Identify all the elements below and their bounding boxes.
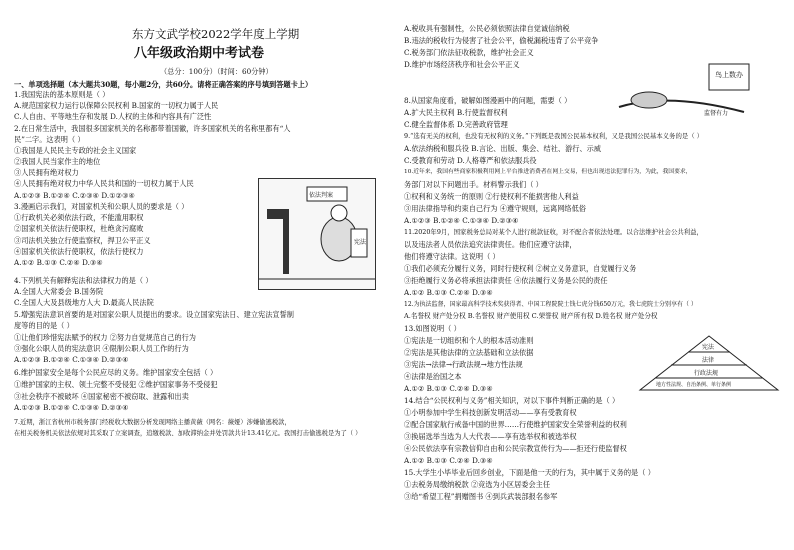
question-line: 10.近年来，我国有些商家积极利用网上平台推进消费者在网上交易，但也出现违法犯罪行为，为此，我国要求， [404, 169, 692, 175]
question-line: A.①② B.①③ C.②④ D.③④ [14, 258, 103, 267]
pyramid-level-1: 宪法 [702, 344, 715, 351]
question-line: A.扩大民主权利 B.行使监督权利 [404, 108, 508, 117]
question-line: 5.增强宪法意识首要的是对国家公职人员提出的要求。设立国家宪法日、建立宪法宣誓制 [14, 310, 294, 319]
question-line: 度等的目的是（ ） [14, 321, 74, 330]
question-line: ③司法机关独立行使监察权，捍卫公平正义 [14, 236, 151, 245]
legal-pyramid-figure [636, 334, 782, 392]
question-line: ①权利和义务统一的原则 ②行使权利不能损害他人利益 [404, 192, 579, 201]
question-line: ②国家机关依法行使职权，杜绝贪污腐败 [14, 224, 144, 233]
question-line: A.①②③ B.①②④ C.②③④ D.①②③④ [14, 191, 135, 200]
question-line: ①宪法是一切组织和个人的根本活动准则 [404, 336, 534, 345]
question-line: A.①② B.①③ C.②④ D.③④ [404, 456, 493, 465]
question-line: 9.“选有无关的权利，也没有无权利的义务。”下列既是我国公民基本权利，又是我国公民基本义务的是（ ） [404, 132, 704, 140]
score-time: （总分：100分）（时间：60分钟） [160, 67, 273, 76]
question-line: ③拒绝履行义务必将承担法律责任 ④依法履行义务是公民的责任 [404, 276, 608, 285]
question-line: ④公民依法享有宗教信仰自由和公民宗教宣传行为——拒还行使监督权 [404, 444, 627, 453]
question-line: ③给“希望工程”捐赠图书 ④到兵武装部报名参军 [404, 492, 558, 501]
question-line: ④国家机关依法行使职权，依法行使权力 [14, 247, 144, 256]
question-line: 以及违法者人员依法追究法律责任。他们应遵守法律， [404, 240, 577, 249]
question-line: ③人民拥有绝对权力 [14, 168, 79, 177]
question-line: C.税务部门依法征收税款，维护社会正义 [404, 48, 534, 57]
question-line: A.①② B.①③ C.②④ D.③④ [404, 288, 493, 297]
question-line: A.①②③ B.①②④ C.①③④ D.②③④ [14, 403, 129, 412]
question-line: C.健全监督体系 D.完善政府管理 [404, 120, 508, 129]
question-line: A.全国人大常委会 B.国务院 [14, 287, 104, 296]
question-line: 务部门对以下问题出手。材料警示我们（ ） [404, 180, 543, 189]
pyramid-level-3: 行政法规 [694, 370, 719, 377]
question-line: D.维护市场经济秩序和社会公平正义 [404, 60, 520, 69]
question-line: ②我国人民当家作主的地位 [14, 157, 101, 166]
question-line: ④法律是治国之本 [404, 372, 462, 381]
question-line: 在相关税务机关依法依规对其采取了立案调查，追缴税款、加收滞纳金并处罚款共计13.41亿元。我国打击偷逃税是为了（ ） [14, 430, 362, 437]
question-line: 6.维护国家安全是每个公民应尽的义务。维护国家安全包括（ ） [14, 368, 218, 377]
question-line: 4.下列机关有解释宪法和法律权力的是（ ） [14, 276, 153, 285]
question-line: C.受教育和劳动 D.人格尊严和依法服兵役 [404, 156, 537, 165]
question-line: 民”二字。这表明（ ） [14, 135, 85, 144]
question-line: ①小明参加中学生科技创新发明活动——享有受教育权 [404, 408, 577, 417]
question-line: ③宪法→法律→行政法规→地方性法规 [404, 360, 523, 369]
question-line: ③社会秩序不被破坏 ④国家秘密不被窃取、泄露和出卖 [14, 392, 189, 401]
question-line: ①行政机关必须依法行政，不能滥用职权 [14, 213, 144, 222]
question-line: 8.从国家角度看，破解如图漫画中的问题，需要（ ） [404, 96, 572, 105]
question-line: B.违法的税收行为侵害了社会公平，偷税漏税违背了公平竞争 [404, 36, 599, 45]
question-line: 11.2020年9月，国家税务总局对某个人进行税款征收，对不配合者依法处理。以合法维护社会公共利益， [404, 228, 703, 236]
question-line: A.①②③ B.①②④ C.①③④ D.②③④ [14, 355, 129, 364]
question-line: 15.大学生小毕毕业后回乡创业，下面是他一天的行为，其中属于义务的是（ ） [404, 468, 655, 477]
cartoon-law-label: 宪法 [354, 239, 367, 246]
question-line: 14.结合“公民权利与义务”相关知识，对以下事件判断正确的是（ ） [404, 396, 620, 405]
question-line: 2.在日常生活中，我国很多国家机关的名称都带着国徽，许多国家机关的名称里都有“人 [14, 124, 291, 133]
cartoon-supervision [609, 62, 759, 122]
question-line: A.规范国家权力运行以保障公民权利 B.国家的一切权力属于人民 [14, 101, 219, 110]
question-line: A.税收具有强制性，公民必须依照法律自觉诚信纳税 [404, 24, 570, 33]
school-title: 东方文武学校2022学年度上学期 [132, 27, 300, 41]
question-line: ②配合国家航行戒备中国的世界……行使维护国家安全荣誉利益的权利 [404, 420, 627, 429]
exam-title: 八年级政治期中考试卷 [134, 46, 265, 61]
question-line: 1.我国宪法的基本原则是（ ） [14, 90, 110, 99]
question-line: A.①②③ B.①②④ C.①③④ D.②③④ [404, 216, 519, 225]
question-line: C.全国人大及县级地方人大 D.最高人民法院 [14, 298, 154, 307]
question-line: ①让他们珍惜宪法赋予的权力 ②努力自觉规范自己的行为 [14, 333, 196, 342]
question-line: A.①② B.①③ C.②④ D.③④ [404, 384, 493, 393]
question-line: 他们将遵守法律。这说明（ ） [404, 252, 500, 261]
question-line: ①维护国家的主权、领土完整不受侵犯 ②维护国家事务不受侵犯 [14, 380, 218, 389]
question-line: 7.近期，浙江省杭州市税务部门经税收大数据分析发现网络主播黄薇（网名：薇娅）涉嫌偷逃税款， [14, 419, 291, 426]
question-line: ④人民拥有绝对权力中华人民共和国的一切权力属于人民 [14, 179, 194, 188]
sign-bottom: 监督有力 [704, 110, 729, 117]
pyramid-level-4: 地方性法规、自治条例、单行条例 [656, 382, 732, 388]
question-line: 13.如图说明（ ） [404, 324, 461, 333]
question-line: 3.漫画启示我们，对国家机关和公职人员的要求是（ ） [14, 202, 189, 211]
question-line: ③换届选举当选为人大代表——享有选举权和被选举权 [404, 432, 577, 441]
question-line: ①我们必须充分履行义务，同时行使权利 ②树立义务意识，自觉履行义务 [404, 264, 637, 273]
question-line: ①我国是人民民主专政的社会主义国家 [14, 146, 137, 155]
question-line: C.人自由、平等地生存和发展 D.人权的主体和内容具有广泛性 [14, 112, 212, 121]
question-line: ①去税务局缴纳税款 ②竞选为小区居委会主任 [404, 480, 551, 489]
question-line: 12.为执法监督，国家最高科学技术奖获得者、中国工程院院士钱七虎分钱650万元，我七虎院士分别享有（ ） [404, 301, 697, 308]
question-line: ③用法律指导和约束自己行为 ④遵守规则，远离网络低俗 [404, 204, 586, 213]
cartoon-image [258, 178, 376, 290]
pyramid-level-2: 法律 [702, 357, 715, 364]
sign-top: 鸟上数办 [715, 71, 743, 79]
cartoon-court-label: 依法判案 [309, 192, 334, 199]
question-line: ③强化公职人员的宪法意识 ④限制公职人员工作的行为 [14, 344, 189, 353]
question-line: ②宪法是其他法律的立法基础和立法依据 [404, 348, 534, 357]
section-heading: 一、单项选择题（本大题共30题，每小题2分，共60分。请将正确答案的序号填到答题卡上） [14, 80, 313, 89]
question-line: A.名誉权 财产处分权 B.名誉权 财产使用权 C.荣誉权 财产所有权 D.姓名权 财产处分权 [404, 312, 658, 320]
question-line: A.依法纳税和服兵役 B.言论、出版、集会、结社、游行、示威 [404, 144, 602, 153]
